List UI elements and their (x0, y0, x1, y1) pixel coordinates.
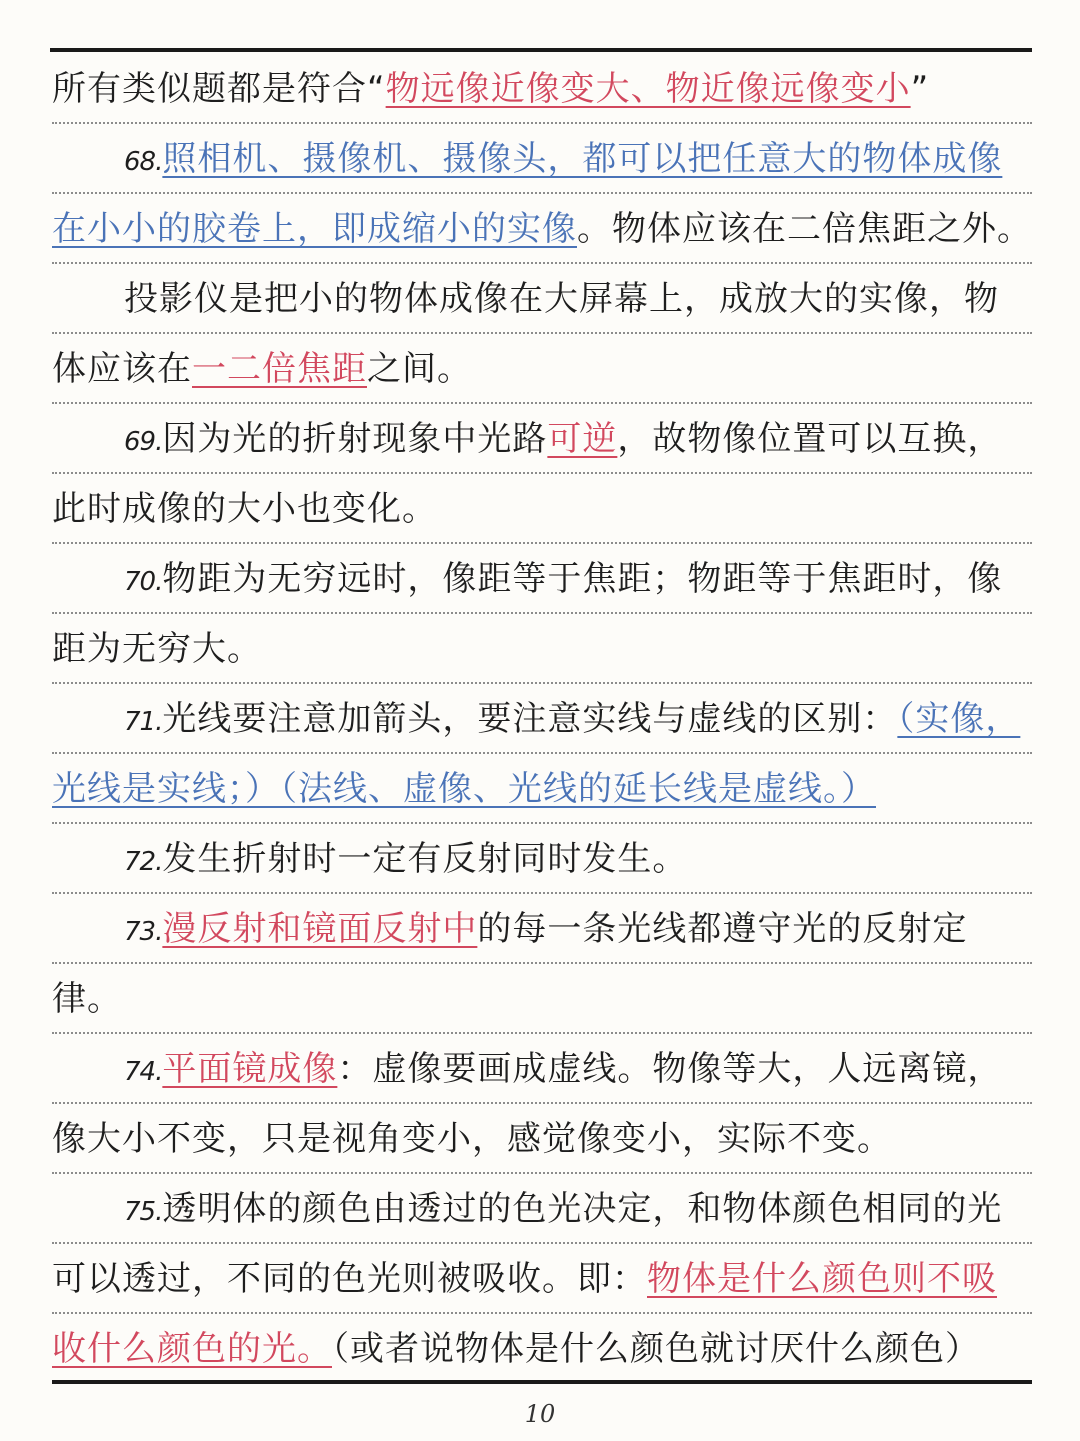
blue-highlight: 照相机、摄像机、摄像头，都可以把任意大的物体成像 (162, 139, 1003, 179)
item-number: 71. (124, 707, 163, 737)
text-segment: 律。 (52, 979, 122, 1019)
page-number: 10 (524, 1400, 556, 1428)
text-line (52, 124, 1032, 194)
text-line (52, 334, 1032, 404)
text-segment: 透明体的颜色由透过的色光决定，和物体颜色相同的光 (162, 1189, 1003, 1229)
text-segment: ” (910, 69, 930, 109)
text-segment: 之间。 (367, 349, 472, 389)
text-segment: 可以透过，不同的色光则被吸收。即： (52, 1259, 647, 1299)
text-segment: 距为无穷大。 (52, 629, 262, 669)
text-line (52, 824, 1032, 894)
item-number: 74. (124, 1057, 163, 1087)
blue-highlight: （实像， (897, 699, 1021, 739)
text-line (52, 264, 1032, 334)
text-line (52, 194, 1032, 264)
text-segment: 体应该在 (52, 349, 192, 389)
red-highlight: 漫反射和镜面反射中 (162, 909, 478, 949)
text-line (52, 404, 1032, 474)
text-segment: 像大小不变，只是视角变小，感觉像变小，实际不变。 (52, 1119, 892, 1159)
red-highlight: 平面镜成像 (162, 1049, 338, 1089)
text-segment: （或者说物体是什么颜色就讨厌什么颜色） (332, 1329, 980, 1369)
item-number: 69. (124, 427, 163, 457)
text-segment: 投影仪是把小的物体成像在大屏幕上，成放大的实像，物 (124, 279, 999, 319)
text-line (52, 964, 1032, 1034)
red-highlight: 物远像近像变大、物近像远像变小 (385, 69, 911, 109)
text-line (52, 614, 1032, 684)
text-segment: 。物体应该在二倍焦距之外。 (577, 209, 1032, 249)
item-number: 68. (124, 147, 163, 177)
text-segment: 光线要注意加箭头，要注意实线与虚线的区别： (162, 699, 898, 739)
text-line (52, 1174, 1032, 1244)
text-line (52, 1244, 1032, 1314)
text-line (52, 1034, 1032, 1104)
item-number: 73. (124, 917, 163, 947)
red-highlight: 可逆 (547, 419, 618, 459)
text-line (52, 1104, 1032, 1174)
red-highlight: 收什么颜色的光。 (52, 1329, 332, 1369)
text-line (52, 894, 1032, 964)
blue-highlight: 在小小的胶卷上，即成缩小的实像 (52, 209, 577, 249)
item-number: 70. (124, 567, 163, 597)
text-segment: ：虚像要画成虚线。物像等大，人远离镜， (337, 1049, 1003, 1089)
top-rule (50, 48, 1032, 52)
text-segment: 因为光的折射现象中光路 (162, 419, 548, 459)
text-segment: 的每一条光线都遵守光的反射定 (477, 909, 968, 949)
text-line (52, 474, 1032, 544)
text-segment: 所有类似题都是符合“ (52, 69, 386, 109)
text-segment: 物距为无穷远时，像距等于焦距；物距等于焦距时，像 (162, 559, 1003, 599)
blue-highlight: 光线是实线；）（法线、虚像、光线的延长线是虚线。） (52, 769, 876, 809)
text-segment: ，故物像位置可以互换， (617, 419, 1003, 459)
red-highlight: 物体是什么颜色则不吸 (647, 1259, 997, 1299)
text-line (52, 684, 1032, 754)
text-line (52, 1314, 1032, 1384)
text-line (52, 754, 1032, 824)
red-highlight: 一二倍焦距 (192, 349, 367, 389)
text-segment: 发生折射时一定有反射同时发生。 (162, 839, 688, 879)
text-segment: 此时成像的大小也变化。 (52, 489, 437, 529)
item-number: 72. (124, 847, 163, 877)
text-line (52, 54, 1032, 124)
item-number: 75. (124, 1197, 163, 1227)
text-line (52, 544, 1032, 614)
